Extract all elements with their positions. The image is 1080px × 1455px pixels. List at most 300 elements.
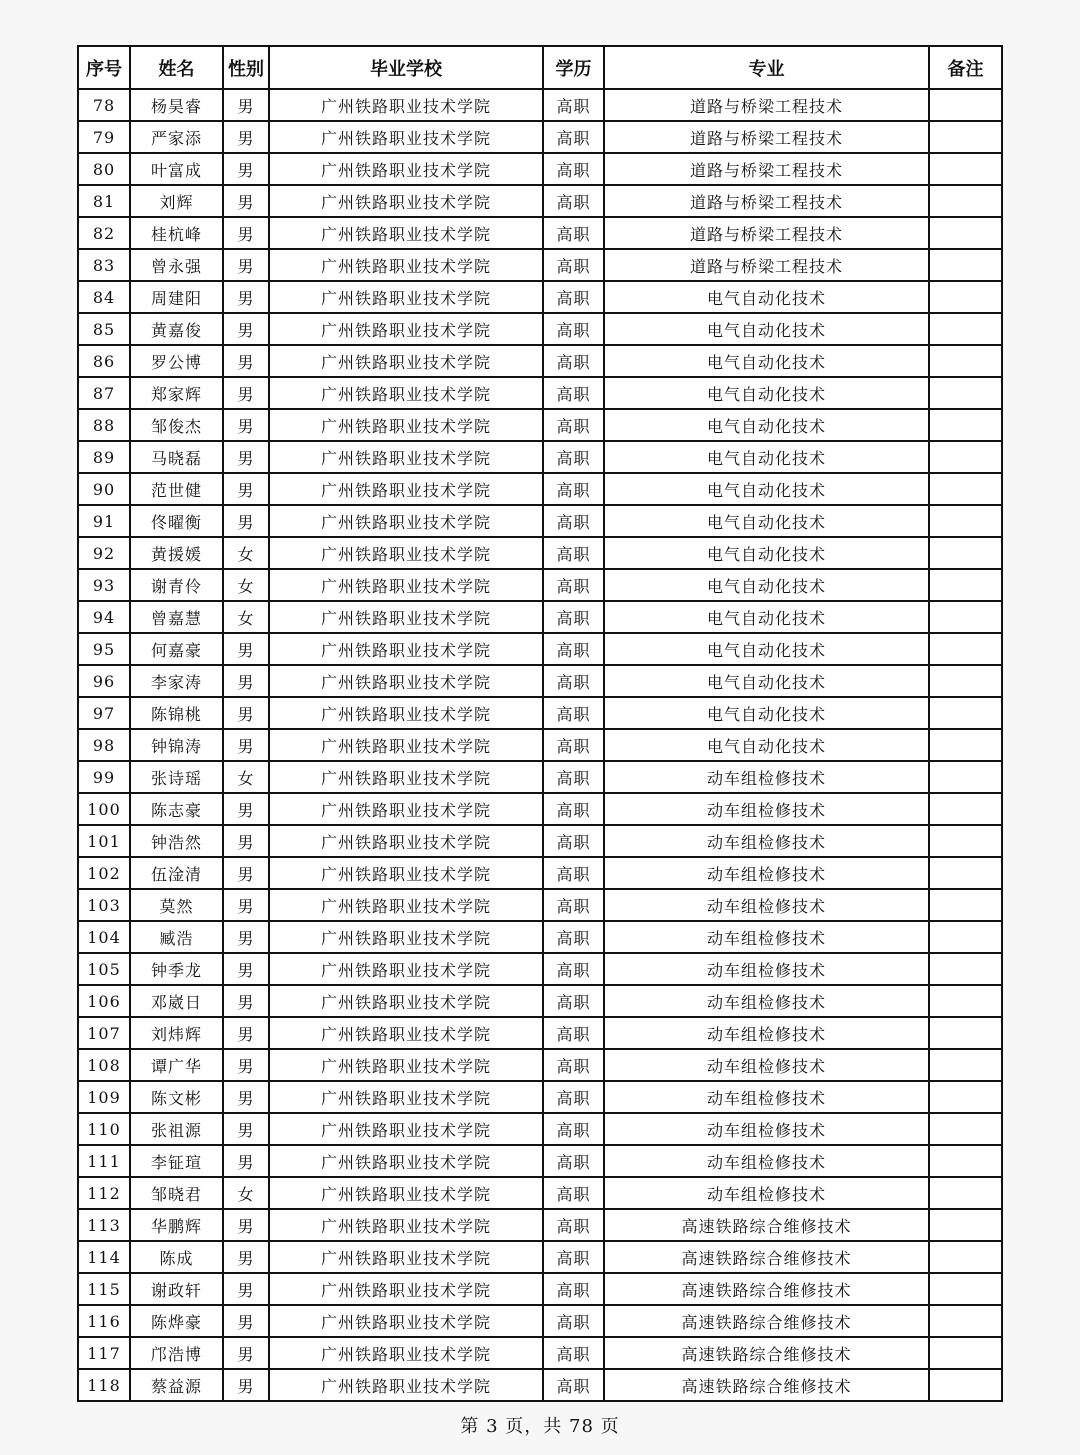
col-major-cell: 电气自动化技术 bbox=[604, 505, 929, 537]
col-index-cell: 106 bbox=[78, 985, 130, 1017]
col-school-cell: 广州铁路职业技术学院 bbox=[269, 1177, 543, 1209]
col-school-cell: 广州铁路职业技术学院 bbox=[269, 217, 543, 249]
col-index-cell: 97 bbox=[78, 697, 130, 729]
col-major-cell: 电气自动化技术 bbox=[604, 281, 929, 313]
col-remark-cell bbox=[929, 1177, 1002, 1209]
col-major-cell: 高速铁路综合维修技术 bbox=[604, 1369, 929, 1401]
col-name-cell: 刘炜辉 bbox=[130, 1017, 223, 1049]
col-school-cell: 广州铁路职业技术学院 bbox=[269, 953, 543, 985]
col-name-cell: 陈成 bbox=[130, 1241, 223, 1273]
col-gender-cell: 男 bbox=[223, 153, 269, 185]
col-degree-cell: 高职 bbox=[543, 985, 604, 1017]
col-name-cell: 邝浩博 bbox=[130, 1337, 223, 1369]
col-remark-cell bbox=[929, 1017, 1002, 1049]
col-school-cell: 广州铁路职业技术学院 bbox=[269, 473, 543, 505]
col-name-cell: 刘辉 bbox=[130, 185, 223, 217]
table-row bbox=[78, 505, 1002, 537]
col-school-cell: 广州铁路职业技术学院 bbox=[269, 697, 543, 729]
col-name-cell: 李钲瑄 bbox=[130, 1145, 223, 1177]
col-school-cell: 广州铁路职业技术学院 bbox=[269, 761, 543, 793]
table-row bbox=[78, 1337, 1002, 1369]
col-gender-cell: 男 bbox=[223, 345, 269, 377]
col-gender-cell: 男 bbox=[223, 409, 269, 441]
table-row bbox=[78, 249, 1002, 281]
page-footer: 第 3 页，共 78 页 bbox=[460, 1416, 620, 1437]
col-name-cell: 桂杭峰 bbox=[130, 217, 223, 249]
col-major-header: 专业 bbox=[604, 46, 929, 89]
col-name-cell: 伍淦清 bbox=[130, 857, 223, 889]
col-gender-cell: 男 bbox=[223, 1273, 269, 1305]
table-row bbox=[78, 1305, 1002, 1337]
col-school-cell: 广州铁路职业技术学院 bbox=[269, 633, 543, 665]
col-index-cell: 91 bbox=[78, 505, 130, 537]
table-row bbox=[78, 1369, 1002, 1401]
col-major-cell: 高速铁路综合维修技术 bbox=[604, 1241, 929, 1273]
col-school-cell: 广州铁路职业技术学院 bbox=[269, 665, 543, 697]
col-index-cell: 101 bbox=[78, 825, 130, 857]
col-degree-cell: 高职 bbox=[543, 1337, 604, 1369]
table-row bbox=[78, 1241, 1002, 1273]
table-row bbox=[78, 1209, 1002, 1241]
col-remark-cell bbox=[929, 377, 1002, 409]
col-name-cell: 张祖源 bbox=[130, 1113, 223, 1145]
col-school-cell: 广州铁路职业技术学院 bbox=[269, 1369, 543, 1401]
col-remark-cell bbox=[929, 1273, 1002, 1305]
col-degree-cell: 高职 bbox=[543, 1241, 604, 1273]
col-index-cell: 100 bbox=[78, 793, 130, 825]
col-gender-cell: 男 bbox=[223, 441, 269, 473]
col-degree-cell: 高职 bbox=[543, 569, 604, 601]
col-major-cell: 道路与桥梁工程技术 bbox=[604, 89, 929, 121]
col-degree-cell: 高职 bbox=[543, 249, 604, 281]
table-row bbox=[78, 1145, 1002, 1177]
col-remark-cell bbox=[929, 985, 1002, 1017]
col-degree-cell: 高职 bbox=[543, 697, 604, 729]
col-name-cell: 黄嘉俊 bbox=[130, 313, 223, 345]
col-degree-cell: 高职 bbox=[543, 1081, 604, 1113]
col-degree-cell: 高职 bbox=[543, 409, 604, 441]
col-gender-cell: 男 bbox=[223, 1081, 269, 1113]
col-major-cell: 电气自动化技术 bbox=[604, 697, 929, 729]
col-major-cell: 高速铁路综合维修技术 bbox=[604, 1305, 929, 1337]
col-major-cell: 电气自动化技术 bbox=[604, 665, 929, 697]
col-index-cell: 116 bbox=[78, 1305, 130, 1337]
col-index-cell: 80 bbox=[78, 153, 130, 185]
col-school-cell: 广州铁路职业技术学院 bbox=[269, 505, 543, 537]
col-degree-cell: 高职 bbox=[543, 633, 604, 665]
col-degree-cell: 高职 bbox=[543, 345, 604, 377]
col-school-cell: 广州铁路职业技术学院 bbox=[269, 601, 543, 633]
col-school-cell: 广州铁路职业技术学院 bbox=[269, 793, 543, 825]
col-remark-cell bbox=[929, 217, 1002, 249]
col-name-cell: 谢青伶 bbox=[130, 569, 223, 601]
col-gender-cell: 男 bbox=[223, 89, 269, 121]
col-degree-cell: 高职 bbox=[543, 377, 604, 409]
col-name-cell: 陈文彬 bbox=[130, 1081, 223, 1113]
col-gender-cell: 男 bbox=[223, 505, 269, 537]
col-name-cell: 曾嘉慧 bbox=[130, 601, 223, 633]
table-row bbox=[78, 345, 1002, 377]
col-degree-cell: 高职 bbox=[543, 729, 604, 761]
col-remark-header: 备注 bbox=[929, 46, 1002, 89]
col-name-cell: 谢政轩 bbox=[130, 1273, 223, 1305]
col-major-cell: 动车组检修技术 bbox=[604, 761, 929, 793]
col-index-cell: 115 bbox=[78, 1273, 130, 1305]
col-major-cell: 动车组检修技术 bbox=[604, 1017, 929, 1049]
table-row bbox=[78, 953, 1002, 985]
col-gender-cell: 男 bbox=[223, 1209, 269, 1241]
col-major-cell: 道路与桥梁工程技术 bbox=[604, 217, 929, 249]
col-remark-cell bbox=[929, 889, 1002, 921]
table-row bbox=[78, 121, 1002, 153]
col-school-cell: 广州铁路职业技术学院 bbox=[269, 1145, 543, 1177]
col-index-cell: 113 bbox=[78, 1209, 130, 1241]
col-major-cell: 动车组检修技术 bbox=[604, 793, 929, 825]
col-index-cell: 118 bbox=[78, 1369, 130, 1401]
col-school-cell: 广州铁路职业技术学院 bbox=[269, 1081, 543, 1113]
col-remark-cell bbox=[929, 1049, 1002, 1081]
table-row bbox=[78, 89, 1002, 121]
col-remark-cell bbox=[929, 249, 1002, 281]
col-index-cell: 86 bbox=[78, 345, 130, 377]
col-index-cell: 98 bbox=[78, 729, 130, 761]
col-major-cell: 道路与桥梁工程技术 bbox=[604, 185, 929, 217]
col-remark-cell bbox=[929, 473, 1002, 505]
col-name-cell: 范世健 bbox=[130, 473, 223, 505]
col-name-cell: 邹俊杰 bbox=[130, 409, 223, 441]
table-row bbox=[78, 377, 1002, 409]
col-degree-cell: 高职 bbox=[543, 1177, 604, 1209]
col-major-cell: 动车组检修技术 bbox=[604, 1177, 929, 1209]
col-index-cell: 111 bbox=[78, 1145, 130, 1177]
table-row bbox=[78, 1177, 1002, 1209]
col-school-cell: 广州铁路职业技术学院 bbox=[269, 281, 543, 313]
col-degree-cell: 高职 bbox=[543, 441, 604, 473]
col-name-cell: 杨昊睿 bbox=[130, 89, 223, 121]
col-index-cell: 92 bbox=[78, 537, 130, 569]
col-index-cell: 79 bbox=[78, 121, 130, 153]
col-index-cell: 82 bbox=[78, 217, 130, 249]
table-row bbox=[78, 1273, 1002, 1305]
col-school-cell: 广州铁路职业技术学院 bbox=[269, 857, 543, 889]
col-name-cell: 周建阳 bbox=[130, 281, 223, 313]
col-school-cell: 广州铁路职业技术学院 bbox=[269, 441, 543, 473]
col-gender-cell: 男 bbox=[223, 1017, 269, 1049]
col-remark-cell bbox=[929, 729, 1002, 761]
col-index-cell: 110 bbox=[78, 1113, 130, 1145]
col-remark-cell bbox=[929, 1081, 1002, 1113]
table-row bbox=[78, 665, 1002, 697]
table-row bbox=[78, 153, 1002, 185]
col-gender-cell: 女 bbox=[223, 569, 269, 601]
col-school-cell: 广州铁路职业技术学院 bbox=[269, 1337, 543, 1369]
table-row bbox=[78, 1049, 1002, 1081]
col-gender-cell: 男 bbox=[223, 473, 269, 505]
col-degree-cell: 高职 bbox=[543, 1145, 604, 1177]
col-degree-cell: 高职 bbox=[543, 1209, 604, 1241]
col-gender-cell: 女 bbox=[223, 761, 269, 793]
col-remark-cell bbox=[929, 1369, 1002, 1401]
col-index-cell: 89 bbox=[78, 441, 130, 473]
col-degree-cell: 高职 bbox=[543, 665, 604, 697]
table-row bbox=[78, 825, 1002, 857]
col-index-cell: 114 bbox=[78, 1241, 130, 1273]
col-degree-cell: 高职 bbox=[543, 121, 604, 153]
col-degree-cell: 高职 bbox=[543, 505, 604, 537]
col-remark-cell bbox=[929, 1241, 1002, 1273]
col-gender-cell: 女 bbox=[223, 537, 269, 569]
col-remark-cell bbox=[929, 1209, 1002, 1241]
col-name-cell: 郑家辉 bbox=[130, 377, 223, 409]
col-school-cell: 广州铁路职业技术学院 bbox=[269, 921, 543, 953]
col-school-cell: 广州铁路职业技术学院 bbox=[269, 313, 543, 345]
col-index-cell: 94 bbox=[78, 601, 130, 633]
table-row bbox=[78, 857, 1002, 889]
table-row bbox=[78, 313, 1002, 345]
col-remark-cell bbox=[929, 313, 1002, 345]
col-index-cell: 99 bbox=[78, 761, 130, 793]
col-gender-cell: 女 bbox=[223, 601, 269, 633]
col-school-cell: 广州铁路职业技术学院 bbox=[269, 889, 543, 921]
table-row bbox=[78, 729, 1002, 761]
col-major-cell: 动车组检修技术 bbox=[604, 1113, 929, 1145]
col-index-cell: 96 bbox=[78, 665, 130, 697]
table-row bbox=[78, 185, 1002, 217]
col-major-cell: 高速铁路综合维修技术 bbox=[604, 1337, 929, 1369]
col-name-cell: 叶富成 bbox=[130, 153, 223, 185]
col-remark-cell bbox=[929, 537, 1002, 569]
table-row bbox=[78, 761, 1002, 793]
col-remark-cell bbox=[929, 1113, 1002, 1145]
col-school-cell: 广州铁路职业技术学院 bbox=[269, 825, 543, 857]
col-gender-cell: 男 bbox=[223, 281, 269, 313]
col-school-cell: 广州铁路职业技术学院 bbox=[269, 89, 543, 121]
table-row bbox=[78, 281, 1002, 313]
col-remark-cell bbox=[929, 761, 1002, 793]
col-degree-cell: 高职 bbox=[543, 89, 604, 121]
col-remark-cell bbox=[929, 121, 1002, 153]
col-school-cell: 广州铁路职业技术学院 bbox=[269, 345, 543, 377]
col-degree-cell: 高职 bbox=[543, 857, 604, 889]
col-gender-cell: 男 bbox=[223, 697, 269, 729]
col-remark-cell bbox=[929, 185, 1002, 217]
col-major-cell: 动车组检修技术 bbox=[604, 953, 929, 985]
roster-table bbox=[77, 45, 1003, 1402]
col-remark-cell bbox=[929, 921, 1002, 953]
col-gender-cell: 男 bbox=[223, 185, 269, 217]
col-major-cell: 道路与桥梁工程技术 bbox=[604, 249, 929, 281]
col-school-cell: 广州铁路职业技术学院 bbox=[269, 1017, 543, 1049]
col-index-cell: 78 bbox=[78, 89, 130, 121]
table-row bbox=[78, 921, 1002, 953]
col-name-cell: 李家涛 bbox=[130, 665, 223, 697]
col-degree-cell: 高职 bbox=[543, 1273, 604, 1305]
col-name-cell: 邹晓君 bbox=[130, 1177, 223, 1209]
col-school-cell: 广州铁路职业技术学院 bbox=[269, 537, 543, 569]
col-remark-cell bbox=[929, 633, 1002, 665]
col-index-cell: 95 bbox=[78, 633, 130, 665]
col-major-cell: 动车组检修技术 bbox=[604, 857, 929, 889]
col-name-cell: 黄援媛 bbox=[130, 537, 223, 569]
header-row bbox=[78, 46, 1002, 89]
table-row bbox=[78, 985, 1002, 1017]
table-body bbox=[78, 89, 1002, 1401]
col-remark-cell bbox=[929, 281, 1002, 313]
col-degree-cell: 高职 bbox=[543, 1113, 604, 1145]
col-index-cell: 103 bbox=[78, 889, 130, 921]
col-major-cell: 道路与桥梁工程技术 bbox=[604, 153, 929, 185]
col-index-cell: 105 bbox=[78, 953, 130, 985]
col-gender-cell: 男 bbox=[223, 313, 269, 345]
col-major-cell: 动车组检修技术 bbox=[604, 921, 929, 953]
col-index-header: 序号 bbox=[78, 46, 130, 89]
col-school-cell: 广州铁路职业技术学院 bbox=[269, 121, 543, 153]
col-degree-cell: 高职 bbox=[543, 953, 604, 985]
col-major-cell: 电气自动化技术 bbox=[604, 409, 929, 441]
col-degree-cell: 高职 bbox=[543, 761, 604, 793]
col-school-cell: 广州铁路职业技术学院 bbox=[269, 1305, 543, 1337]
col-remark-cell bbox=[929, 345, 1002, 377]
table-row bbox=[78, 409, 1002, 441]
col-name-cell: 谭广华 bbox=[130, 1049, 223, 1081]
col-remark-cell bbox=[929, 665, 1002, 697]
col-name-cell: 佟曜衡 bbox=[130, 505, 223, 537]
col-school-cell: 广州铁路职业技术学院 bbox=[269, 1273, 543, 1305]
col-index-cell: 104 bbox=[78, 921, 130, 953]
col-degree-cell: 高职 bbox=[543, 601, 604, 633]
col-gender-cell: 男 bbox=[223, 633, 269, 665]
col-school-cell: 广州铁路职业技术学院 bbox=[269, 1113, 543, 1145]
col-degree-cell: 高职 bbox=[543, 313, 604, 345]
col-gender-cell: 女 bbox=[223, 1177, 269, 1209]
col-remark-cell bbox=[929, 569, 1002, 601]
col-gender-cell: 男 bbox=[223, 793, 269, 825]
col-school-cell: 广州铁路职业技术学院 bbox=[269, 1049, 543, 1081]
col-major-cell: 电气自动化技术 bbox=[604, 569, 929, 601]
table-row bbox=[78, 633, 1002, 665]
col-index-cell: 108 bbox=[78, 1049, 130, 1081]
col-name-cell: 邓崴日 bbox=[130, 985, 223, 1017]
col-degree-cell: 高职 bbox=[543, 825, 604, 857]
col-degree-cell: 高职 bbox=[543, 281, 604, 313]
col-degree-cell: 高职 bbox=[543, 153, 604, 185]
col-major-cell: 动车组检修技术 bbox=[604, 1049, 929, 1081]
col-remark-cell bbox=[929, 505, 1002, 537]
col-name-cell: 曾永强 bbox=[130, 249, 223, 281]
table-row bbox=[78, 217, 1002, 249]
col-index-cell: 84 bbox=[78, 281, 130, 313]
col-gender-cell: 男 bbox=[223, 1049, 269, 1081]
col-major-cell: 电气自动化技术 bbox=[604, 537, 929, 569]
col-name-cell: 钟季龙 bbox=[130, 953, 223, 985]
col-name-cell: 陈锦桃 bbox=[130, 697, 223, 729]
col-school-header: 毕业学校 bbox=[269, 46, 543, 89]
col-name-cell: 蔡益源 bbox=[130, 1369, 223, 1401]
col-gender-cell: 男 bbox=[223, 121, 269, 153]
col-major-cell: 电气自动化技术 bbox=[604, 601, 929, 633]
col-index-cell: 117 bbox=[78, 1337, 130, 1369]
table-row bbox=[78, 793, 1002, 825]
col-index-cell: 102 bbox=[78, 857, 130, 889]
col-index-cell: 81 bbox=[78, 185, 130, 217]
col-name-cell: 张诗瑶 bbox=[130, 761, 223, 793]
col-remark-cell bbox=[929, 409, 1002, 441]
col-gender-cell: 男 bbox=[223, 1337, 269, 1369]
col-index-cell: 112 bbox=[78, 1177, 130, 1209]
col-gender-cell: 男 bbox=[223, 1145, 269, 1177]
col-degree-cell: 高职 bbox=[543, 1305, 604, 1337]
col-name-cell: 陈烨豪 bbox=[130, 1305, 223, 1337]
col-gender-cell: 男 bbox=[223, 1113, 269, 1145]
col-major-cell: 道路与桥梁工程技术 bbox=[604, 121, 929, 153]
col-major-cell: 电气自动化技术 bbox=[604, 729, 929, 761]
col-degree-cell: 高职 bbox=[543, 793, 604, 825]
col-gender-cell: 男 bbox=[223, 729, 269, 761]
col-gender-cell: 男 bbox=[223, 377, 269, 409]
col-degree-cell: 高职 bbox=[543, 537, 604, 569]
col-index-cell: 109 bbox=[78, 1081, 130, 1113]
col-gender-cell: 男 bbox=[223, 889, 269, 921]
col-gender-header: 性别 bbox=[223, 46, 269, 89]
col-name-cell: 钟锦涛 bbox=[130, 729, 223, 761]
col-school-cell: 广州铁路职业技术学院 bbox=[269, 1209, 543, 1241]
col-gender-cell: 男 bbox=[223, 921, 269, 953]
col-major-cell: 动车组检修技术 bbox=[604, 985, 929, 1017]
col-remark-cell bbox=[929, 825, 1002, 857]
col-degree-cell: 高职 bbox=[543, 185, 604, 217]
col-remark-cell bbox=[929, 153, 1002, 185]
col-name-cell: 罗公博 bbox=[130, 345, 223, 377]
col-remark-cell bbox=[929, 793, 1002, 825]
table-row bbox=[78, 1017, 1002, 1049]
col-degree-cell: 高职 bbox=[543, 889, 604, 921]
col-major-cell: 电气自动化技术 bbox=[604, 633, 929, 665]
col-remark-cell bbox=[929, 953, 1002, 985]
col-name-cell: 臧浩 bbox=[130, 921, 223, 953]
col-remark-cell bbox=[929, 857, 1002, 889]
col-remark-cell bbox=[929, 1305, 1002, 1337]
col-degree-header: 学历 bbox=[543, 46, 604, 89]
col-gender-cell: 男 bbox=[223, 985, 269, 1017]
col-degree-cell: 高职 bbox=[543, 1049, 604, 1081]
col-major-cell: 电气自动化技术 bbox=[604, 377, 929, 409]
col-remark-cell bbox=[929, 89, 1002, 121]
col-school-cell: 广州铁路职业技术学院 bbox=[269, 409, 543, 441]
col-remark-cell bbox=[929, 1337, 1002, 1369]
col-name-cell: 何嘉豪 bbox=[130, 633, 223, 665]
col-major-cell: 电气自动化技术 bbox=[604, 441, 929, 473]
col-index-cell: 90 bbox=[78, 473, 130, 505]
table-row bbox=[78, 1113, 1002, 1145]
col-major-cell: 电气自动化技术 bbox=[604, 313, 929, 345]
col-school-cell: 广州铁路职业技术学院 bbox=[269, 153, 543, 185]
col-school-cell: 广州铁路职业技术学院 bbox=[269, 569, 543, 601]
table-row bbox=[78, 1081, 1002, 1113]
col-remark-cell bbox=[929, 697, 1002, 729]
col-school-cell: 广州铁路职业技术学院 bbox=[269, 729, 543, 761]
col-school-cell: 广州铁路职业技术学院 bbox=[269, 985, 543, 1017]
col-major-cell: 动车组检修技术 bbox=[604, 1145, 929, 1177]
col-gender-cell: 男 bbox=[223, 665, 269, 697]
col-gender-cell: 男 bbox=[223, 825, 269, 857]
col-major-cell: 电气自动化技术 bbox=[604, 473, 929, 505]
col-name-cell: 钟浩然 bbox=[130, 825, 223, 857]
col-name-cell: 莫然 bbox=[130, 889, 223, 921]
col-index-cell: 107 bbox=[78, 1017, 130, 1049]
table-row bbox=[78, 441, 1002, 473]
col-name-cell: 严家添 bbox=[130, 121, 223, 153]
col-school-cell: 广州铁路职业技术学院 bbox=[269, 249, 543, 281]
